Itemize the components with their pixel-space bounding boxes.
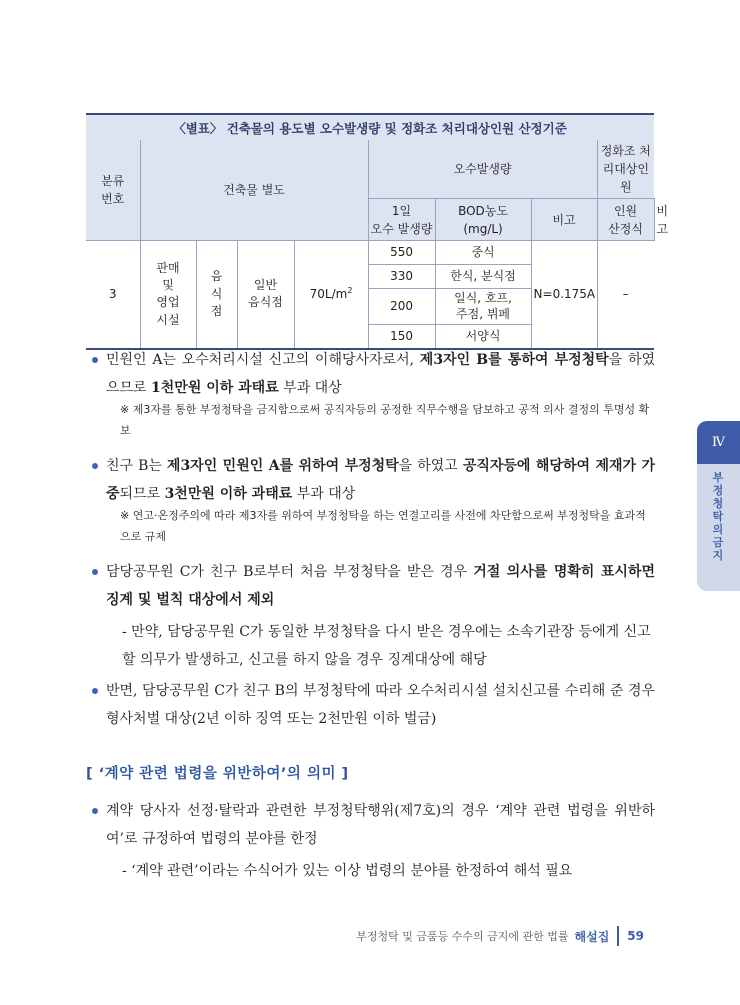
page-number: 59 bbox=[627, 929, 644, 943]
note-item bbox=[106, 399, 655, 441]
bullet-text: 을 하였고 bbox=[398, 458, 463, 474]
bullet-text: 부과 대상 bbox=[292, 486, 356, 502]
bullet-text: 친구 B는 bbox=[106, 458, 167, 474]
header-building-use: 건축물 별도 bbox=[140, 140, 368, 241]
section-title: [ ‘계약 관련 법령을 위반하여’의 의미 ] bbox=[86, 766, 349, 782]
chapter-label: 부정청탁의 금지 bbox=[712, 471, 724, 562]
bullet-item bbox=[90, 558, 655, 614]
cell-class-no: 3 bbox=[86, 241, 140, 349]
header-daily: 1일 오수 발생량 bbox=[368, 199, 435, 241]
header-bod: BOD농도 (mg/L) bbox=[435, 199, 531, 241]
sewage-table: 분류 번호 건축물 별도 오수발생량 정화조 처리대상인원 1일 오수 발생량 BOD농도 (mg/L) 비고 인원 산정식 비고 3 판매 및 영업 시설 음 식 점 일반 음식점 $70L/m^2$ 550 중식 N=0.175A – 330 한식, 분식점 200 일식, 호프, 주점, 뷔페 150 서양식 bbox=[86, 140, 654, 350]
daily-unit-sup: 2 bbox=[347, 286, 353, 296]
cell-remark: 일식, 호프, 주점, 뷔페 bbox=[435, 289, 531, 325]
bullet-dot-icon bbox=[92, 357, 98, 363]
page-footer bbox=[356, 926, 644, 946]
cell-bod: 200 bbox=[368, 289, 435, 325]
cell-daily-amount bbox=[294, 241, 368, 349]
note-text: ※ 제3자를 통한 부정청탁을 금지함으로써 공직자등의 공정한 직무수행을 담보하고 공적 의사 결정의 투명성 확보 bbox=[120, 403, 650, 437]
table-caption: 〈별표〉 건축물의 용도별 오수발생량 및 정화조 처리대상인원 산정기준 bbox=[86, 113, 654, 140]
cell-category-3: 일반 음식점 bbox=[237, 241, 294, 349]
dash-text: - ‘계약 관련’이라는 수식어가 있는 이상 법령의 분야를 한정하여 해석 필요 bbox=[122, 863, 573, 879]
bold-text: 공직자등에 해당하여 제재가 가중 bbox=[106, 458, 655, 502]
cell-category-2: 음 식 점 bbox=[196, 241, 237, 349]
footer-explain: 해설집 bbox=[574, 929, 610, 944]
cell-bod: 550 bbox=[368, 241, 435, 265]
bullet-dot-icon bbox=[92, 463, 98, 469]
chapter-tab[interactable] bbox=[697, 421, 740, 591]
cell-remark: 중식 bbox=[435, 241, 531, 265]
bold-text: 1천만원 이하 과태료 bbox=[151, 380, 279, 396]
header-class-no: 분류 번호 bbox=[86, 140, 140, 241]
header-septic: 정화조 처리대상인원 bbox=[597, 140, 654, 199]
chapter-number: Ⅳ bbox=[697, 421, 740, 464]
bullet-item bbox=[90, 677, 655, 733]
bold-text: 제3자인 민원인 A를 위하여 부정청탁 bbox=[166, 458, 399, 474]
bullet-text: 민원인 A는 오수처리시설 신고의 이해당사자로서, bbox=[106, 352, 420, 368]
bullet-item bbox=[90, 452, 655, 508]
bullet-text: 계약 당사자 선정·탈락과 관련한 부정청탁행위(제7호)의 경우 ‘계약 관련 법령을 위반하여’로 규정하여 법령의 분야를 한정 bbox=[106, 803, 655, 847]
bullet-text: 담당공무원 C가 친구 B로부터 처음 부정청탁을 받은 경우 bbox=[106, 564, 474, 580]
footer-book-title: 부정청탁 및 금품등 수수의 금지에 관한 법률 bbox=[356, 930, 569, 943]
header-person-formula: 인원 산정식 bbox=[597, 199, 654, 241]
footer-divider bbox=[617, 926, 619, 946]
cell-remark2: – bbox=[597, 241, 654, 349]
cell-remark: 한식, 분식점 bbox=[435, 265, 531, 289]
daily-value: 70L/m bbox=[309, 287, 348, 302]
standard-table bbox=[86, 113, 669, 350]
bullet-text: 부과 대상 bbox=[278, 380, 342, 396]
header-sewage: 오수발생량 bbox=[368, 140, 597, 199]
bullet-dot-icon bbox=[92, 808, 98, 814]
bullet-item bbox=[90, 797, 655, 853]
bullet-text: 반면, 담당공무원 C가 친구 B의 부정청탁에 따라 오수처리시설 설치신고를 수리해 준 경우 형사처벌 대상(2년 이하 징역 또는 2천만원 이하 벌금) bbox=[106, 683, 655, 727]
cell-category-1: 판매 및 영업 시설 bbox=[140, 241, 196, 349]
cell-remark: 서양식 bbox=[435, 325, 531, 349]
bullet-text: 을 하였으므로 bbox=[106, 352, 655, 396]
cell-formula: N=0.175A bbox=[531, 241, 597, 349]
bullet-dot-icon bbox=[92, 688, 98, 694]
cell-bod: 330 bbox=[368, 265, 435, 289]
note-item bbox=[106, 505, 655, 547]
bold-text: 제3자인 B를 통하여 부정청탁 bbox=[419, 352, 609, 368]
dash-text: - 만약, 담당공무원 C가 동일한 부정청탁을 다시 받은 경우에는 소속기관장 등에게 신고할 의무가 발생하고, 신고를 하지 않을 경우 징계대상에 해당 bbox=[122, 624, 651, 668]
bullet-dot-icon bbox=[92, 569, 98, 575]
cell-bod: 150 bbox=[368, 325, 435, 349]
note-text: ※ 연고·온정주의에 따라 제3자를 위하여 부정청탁을 하는 연결고리를 사전에 차단함으로써 부정청탁을 효과적으로 규제 bbox=[120, 509, 646, 543]
bold-text: 거절 의사를 명확히 표시하면 징계 및 벌칙 대상에서 제외 bbox=[106, 564, 655, 608]
dash-item bbox=[106, 857, 655, 885]
bold-text: 3천만원 이하 과태료 bbox=[164, 486, 293, 502]
dash-item bbox=[106, 618, 655, 674]
header-remark: 비고 bbox=[531, 199, 597, 241]
bullet-item bbox=[90, 346, 655, 402]
bullet-text: 되므로 bbox=[119, 486, 165, 502]
